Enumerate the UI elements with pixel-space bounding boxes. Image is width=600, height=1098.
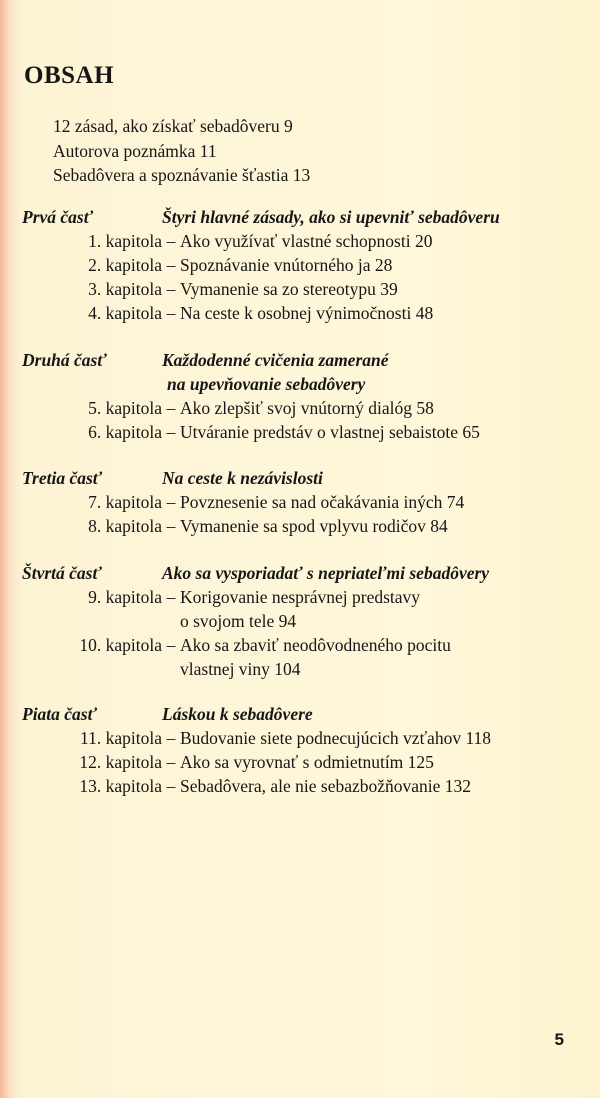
chapter-title: Utváranie predstáv o vlastnej sebaistote 65 [180, 422, 480, 442]
chapter-title: Vymanenie sa zo stereotypu 39 [180, 279, 398, 299]
chapter-entry [22, 253, 592, 277]
chapter-title-line: Korigovanie nesprávnej predstavy [180, 587, 421, 607]
chapter-title: Ako zlepšiť svoj vnútorný dialóg 58 [180, 398, 434, 418]
part-section [22, 348, 592, 444]
part-header [22, 702, 592, 726]
intro-list [53, 114, 310, 188]
dash: – [166, 303, 176, 323]
chapter-entry [22, 514, 592, 538]
chapter-entry [22, 229, 592, 253]
part-header [22, 466, 592, 490]
chapter-number: 11. kapitola [80, 728, 162, 748]
part-title: Láskou k sebadôvere [162, 704, 313, 724]
dash: – [166, 422, 176, 442]
dash: – [166, 492, 176, 512]
dash: – [166, 728, 176, 748]
chapter-number: 13. kapitola [79, 776, 162, 796]
chapter-entry [22, 301, 592, 325]
dash: – [166, 776, 176, 796]
chapter-entry [22, 490, 592, 514]
chapter-number: 6. kapitola [88, 422, 162, 442]
chapter-title: Vymanenie sa spod vplyvu rodičov 84 [180, 516, 448, 536]
chapter-entry [22, 774, 592, 798]
part-title: Na ceste k nezávislosti [162, 468, 323, 488]
chapter-number: 12. kapitola [79, 752, 162, 772]
part-section [22, 561, 592, 681]
chapter-entry [22, 420, 592, 444]
chapter-number: 4. kapitola [88, 303, 162, 323]
part-header [22, 348, 592, 396]
chapter-title-line: o svojom tele 94 [180, 611, 297, 631]
chapter-number: 2. kapitola [88, 255, 162, 275]
chapter-entry [22, 633, 592, 681]
chapter-number: 7. kapitola [88, 492, 162, 512]
page-number: 5 [554, 1030, 564, 1049]
part-title: Ako sa vysporiadať s nepriateľmi sebadôvery [162, 563, 490, 583]
intro-item: Autorova poznámka 11 [53, 140, 217, 161]
chapter-title: Budovanie siete podnecujúcich vzťahov 118 [180, 728, 492, 748]
dash: – [166, 255, 176, 275]
part-title: Štyri hlavné zásady, ako si upevniť sebadôveru [162, 207, 500, 227]
part-label: Druhá časť [22, 350, 107, 370]
chapter-title-line: Ako sa zbaviť neodôvodneného pocitu [180, 635, 451, 655]
chapter-title: Na ceste k osobnej výnimočnosti 48 [180, 303, 434, 323]
part-label: Štvrtá časť [22, 563, 102, 583]
part-header [22, 561, 592, 585]
dash: – [166, 635, 176, 655]
chapter-entry [22, 396, 592, 420]
intro-item: 12 zásad, ako získať sebadôveru 9 [53, 116, 293, 136]
chapter-number: 8. kapitola [88, 516, 162, 536]
chapter-title: Povznesenie sa nad očakávania iných 74 [180, 492, 465, 512]
chapter-title: Sebadôvera, ale nie sebazbožňovanie 132 [180, 776, 472, 796]
chapter-title: Ako sa vyrovnať s odmietnutím 125 [180, 752, 434, 772]
dash: – [166, 279, 176, 299]
chapter-title [180, 585, 420, 633]
dash: – [166, 231, 176, 251]
part-header [22, 205, 592, 229]
part-title-line: Každodenné cvičenia zamerané [162, 350, 389, 370]
chapter-number: 3. kapitola [88, 279, 162, 299]
chapter-title: Spoznávanie vnútorného ja 28 [180, 255, 393, 275]
chapter-number: 10. kapitola [79, 635, 162, 655]
chapter-number: 1. kapitola [88, 231, 162, 251]
part-section [22, 205, 592, 325]
part-section [22, 702, 592, 798]
part-title [162, 348, 389, 396]
contents-heading: OBSAH [24, 62, 115, 89]
part-title-line: na upevňovanie sebadôvery [167, 374, 366, 394]
chapter-entry [22, 750, 592, 774]
intro-item: Sebadôvera a spoznávanie šťastia 13 [53, 165, 311, 185]
part-label: Piata časť [22, 704, 97, 724]
dash: – [166, 752, 176, 772]
part-label: Prvá časť [22, 207, 94, 227]
chapter-entry [22, 585, 592, 633]
chapter-entry [22, 726, 592, 750]
dash: – [166, 587, 176, 607]
part-label: Tretia časť [22, 468, 103, 488]
chapter-entry [22, 277, 592, 301]
chapter-title: Ako využívať vlastné schopnosti 20 [180, 231, 433, 251]
part-section [22, 466, 592, 538]
chapter-title-line: vlastnej viny 104 [180, 659, 301, 679]
chapter-title [180, 633, 451, 681]
chapter-number: 9. kapitola [88, 587, 162, 607]
chapter-number: 5. kapitola [88, 398, 162, 418]
dash: – [166, 398, 176, 418]
dash: – [166, 516, 176, 536]
